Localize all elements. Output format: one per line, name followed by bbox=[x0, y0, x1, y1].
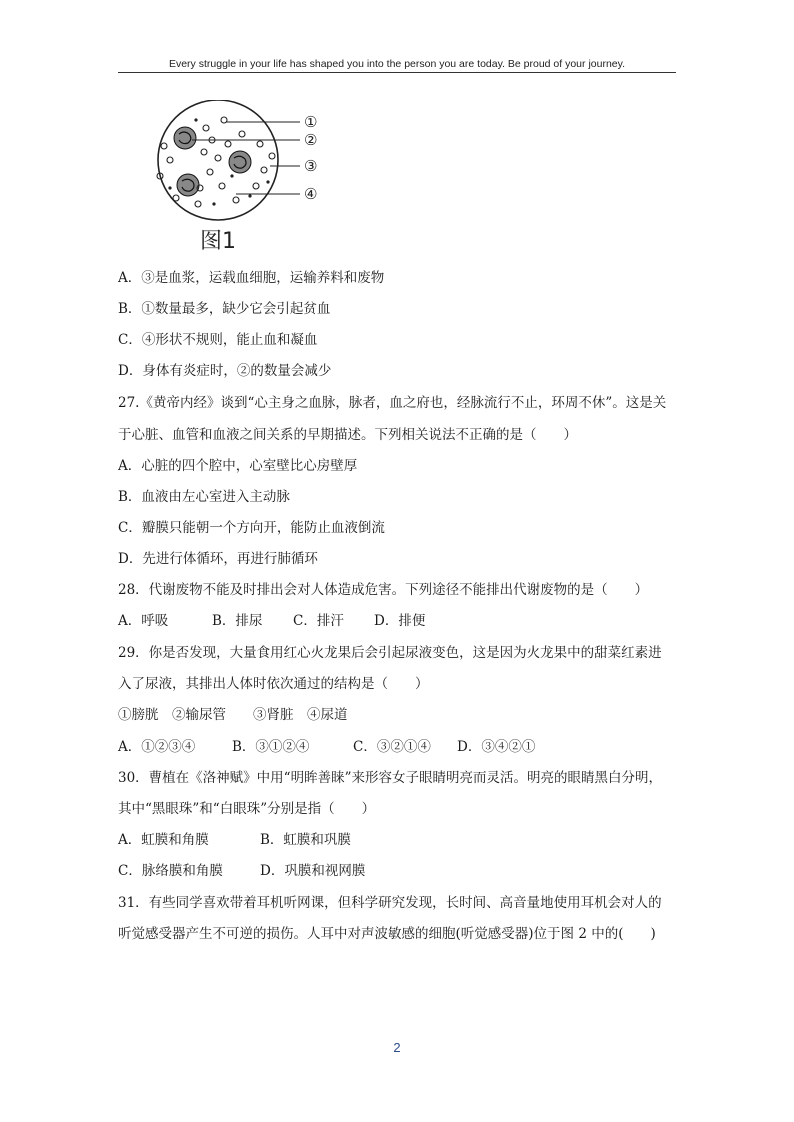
q29-structures: ①膀胱 ②输尿管 ③肾脏 ④尿道 bbox=[118, 707, 348, 723]
q27-option-b: B．血液由左心室进入主动脉 bbox=[118, 489, 290, 505]
figure-caption: 图1 bbox=[200, 229, 236, 254]
q26-option-a: A．③是血浆，运载血细胞，运输养料和废物 bbox=[118, 270, 385, 286]
marker-2: ② bbox=[304, 131, 318, 149]
q28-option-b: B．排尿 bbox=[212, 613, 263, 629]
q28-options bbox=[118, 611, 425, 631]
q29-stem-line2: 入了尿液，其排出人体时依次通过的结构是（ ） bbox=[118, 676, 429, 692]
marker-4: ④ bbox=[304, 185, 318, 203]
q27-stem-line2: 于心脏、血管和血液之间关系的早期描述。下列相关说法不正确的是（ ） bbox=[118, 427, 577, 443]
q29-option-b: B．③①②④ bbox=[232, 739, 310, 755]
blood-cell-figure bbox=[140, 100, 340, 260]
q30-stem-line1: 30．曹植在《洛神赋》中用“明眸善睐”来形容女子眼睛明亮而灵活。明亮的眼睛黑白分明， bbox=[118, 770, 662, 786]
smear-circle bbox=[158, 100, 278, 220]
q30-options-row2 bbox=[118, 861, 365, 881]
q27-option-a: A．心脏的四个腔中，心室壁比心房壁厚 bbox=[118, 458, 358, 474]
q27-option-c: C．瓣膜只能朝一个方向开，能防止血液倒流 bbox=[118, 520, 385, 536]
header-divider bbox=[118, 72, 676, 73]
page-header: Every struggle in your life has shaped you into the person you are today. Be proud of your journey. bbox=[168, 58, 626, 70]
q28-option-c: C．排汗 bbox=[293, 613, 344, 629]
q29-option-d: D．③④②① bbox=[457, 739, 536, 755]
q31-stem-line1: 31．有些同学喜欢带着耳机听网课，但科学研究发现，长时间、高音量地使用耳机会对人的 bbox=[118, 895, 662, 911]
q27-stem-line1: 27.《黄帝内经》谈到“心主身之血脉，脉者，血之府也，经脉流行不止，环周不休”。这是关 bbox=[118, 395, 667, 411]
q28-option-d: D．排便 bbox=[374, 613, 426, 629]
q29-options bbox=[118, 737, 535, 757]
q26-option-c: C．④形状不规则，能止血和凝血 bbox=[118, 332, 318, 348]
q29-option-a: A．①②③④ bbox=[118, 739, 196, 755]
q30-options-row1 bbox=[118, 830, 351, 850]
q30-option-a: A．虹膜和角膜 bbox=[118, 832, 209, 848]
q30-option-c: C．脉络膜和角膜 bbox=[118, 863, 223, 879]
page-number: 2 bbox=[393, 1040, 401, 1055]
q29-option-c: C．③②①④ bbox=[353, 739, 431, 755]
q29-stem-line1: 29．你是否发现，大量食用红心火龙果后会引起尿液变色，这是因为火龙果中的甜菜红素进 bbox=[118, 645, 662, 661]
q26-option-b: B．①数量最多，缺少它会引起贫血 bbox=[118, 301, 331, 317]
q30-option-b: B．虹膜和巩膜 bbox=[260, 832, 351, 848]
q30-option-d: D．巩膜和视网膜 bbox=[260, 863, 366, 879]
q28-option-a: A．呼吸 bbox=[118, 613, 169, 629]
marker-3: ③ bbox=[304, 157, 318, 175]
q30-stem-line2: 其中“黑眼珠”和“白眼珠”分别是指（ ） bbox=[118, 801, 376, 817]
q27-option-d: D．先进行体循环，再进行肺循环 bbox=[118, 551, 318, 567]
q28-stem: 28．代谢废物不能及时排出会对人体造成危害。下列途径不能排出代谢废物的是（ ） bbox=[118, 582, 649, 598]
q31-stem-line2: 听觉感受器产生不可逆的损伤。人耳中对声波敏感的细胞(听觉感受器)位于图 2 中的( ) bbox=[118, 926, 656, 942]
q26-option-d: D．身体有炎症时，②的数量会减少 bbox=[118, 363, 332, 379]
marker-1: ① bbox=[304, 113, 318, 131]
